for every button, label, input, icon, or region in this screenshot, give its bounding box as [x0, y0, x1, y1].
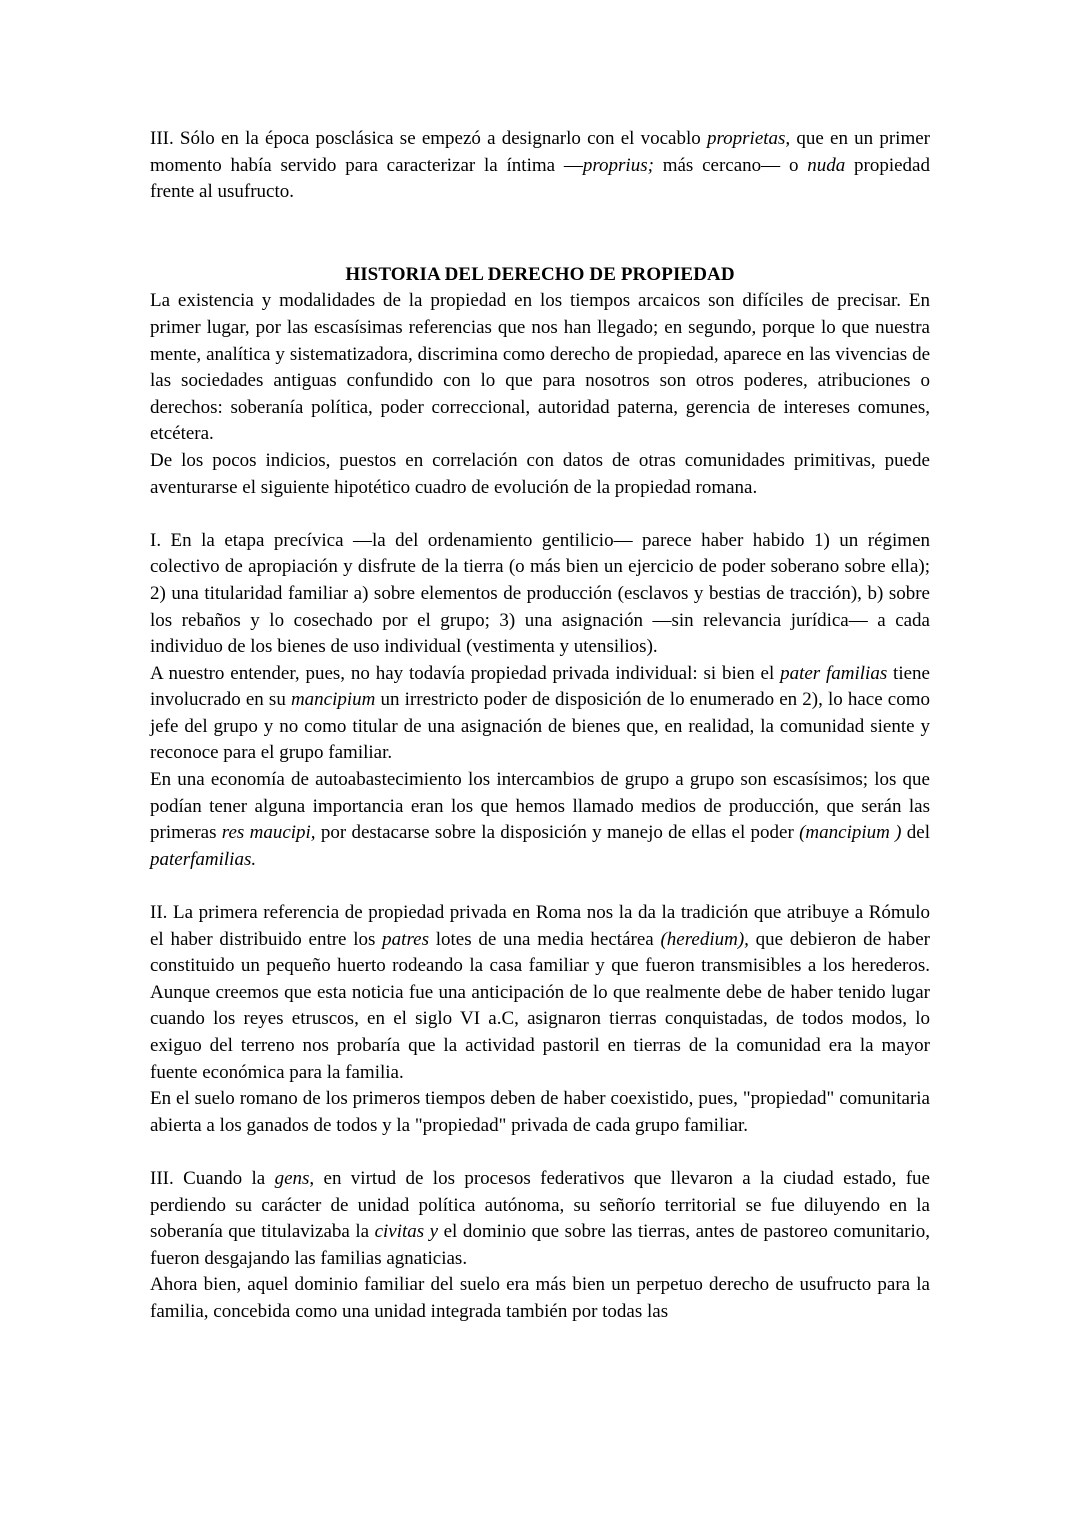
paragraph-section-iii-2 — [150, 1272, 930, 1325]
italic-run: gens — [274, 1167, 310, 1189]
text-run: un irrestricto poder de disposición de lo enumerado en 2), lo hace como jefe del grupo y no como titular de una asignación de bienes que, en realidad, la comunidad siente y reconoce para el grupo familiar. — [150, 689, 931, 764]
text-run: En el suelo romano de los primeros tiempos deben de haber coexistido, pues, "propiedad" comunitaria abierta a los ganados de todos y la "propiedad" privada de cada grupo familiar. — [150, 1088, 930, 1136]
paragraph-body-2 — [150, 448, 930, 501]
text-run: La existencia y modalidades de la propiedad en los tiempos arcaicos son difíciles de precisar. En primer lugar, por las escasísimas referencias que nos han llegado; en segundo, porque lo que nuestra mente, analítica y sistematizadora, discrimina como derecho de propiedad, aparece en las vivencias de las sociedades antiguas confundido con lo que para nosotros son otros poderes, atribuciones o derechos: soberanía política, poder correccional, autoridad paterna, gerencia de intereses comunes, etcétera. — [150, 290, 930, 445]
text-run: , en virtud de los procesos federativos que llevaron a la ciudad estado, fue perdiendo su carácter de unidad política autónoma, su señorío territorial se fue diluyendo en la soberanía que titulavizaba la — [150, 1167, 930, 1243]
paragraph-section-iii — [150, 1166, 930, 1272]
italic-run: (mancipium ) — [799, 822, 902, 844]
paragraph-section-ii-2 — [150, 1086, 930, 1139]
italic-run: proprietas, — [706, 128, 791, 149]
text-run: del — [901, 822, 930, 844]
italic-run: civitas y — [374, 1221, 439, 1243]
text-run: De los pocos indicios, puestos en correlación con datos de otras comunidades primitivas, puede aventurarse el siguiente hipotético cuadro de evolución de la propiedad romana. — [150, 449, 930, 498]
heading-block — [150, 262, 930, 289]
text-run: I. En la etapa precívica —la del ordenamiento gentilicio— parece haber habido 1) un régimen colectivo de apropiación y disfrute de la tierra (o más bien un ejercicio de poder soberano sobre ella); 2) una titularidad familiar a) sobre elementos de producción (esclavos y bestias de tracción), b) sobre los rebaños y lo cosechado por el grupo; 3) una asignación —sin relevancia jurídica— a cada individuo de los bienes de uso individual (vestimenta y utensilios). — [150, 529, 930, 658]
paragraph-section-i — [150, 528, 930, 661]
italic-run: (heredium), — [660, 928, 749, 950]
italic-run: res maucipi, — [221, 822, 316, 844]
italic-run: pater familias — [780, 662, 888, 684]
text-run: II. La primera referencia de propiedad privada en Roma nos la da la tradición que atribuye a Rómulo el haber distribuido entre los — [150, 902, 930, 950]
italic-run: mancipium — [290, 689, 376, 711]
italic-run: proprius; — [582, 154, 654, 176]
text-run: que debieron de haber constituido un pequeño huerto rodeando la casa familiar y que fueron transmisibles a los herederos. Aunque creemos que esta noticia fue una anticipación de lo que realmente debe de haber tenido lugar cuando los reyes etruscos, en el siglo VI a.C, asignaron tierras conquistadas, de todos modos, lo exiguo del terreno nos probaría que la actividad pastoril en tierras de la comunidad era la mayor fuente económica para la familia. — [150, 928, 930, 1083]
text-run: Ahora bien, aquel dominio familiar del suelo era más bien un perpetuo derecho de usufructo para la familia, concebida como una unidad integrada también por todas las — [150, 1274, 930, 1322]
text-column — [150, 126, 930, 1326]
text-run: III. Sólo en la época posclásica se empezó a designarlo con el vocablo — [150, 128, 707, 149]
text-run: lotes de una media hectárea — [428, 928, 661, 950]
italic-run: paterfamilias. — [150, 848, 257, 870]
text-run: En una economía de autoabastecimiento los intercambios de grupo a grupo son escasísimos; los que podían tener alguna importancia eran los que hemos llamado medios de producción, que serán las primeras — [150, 769, 930, 844]
page-title: HISTORIA DEL DERECHO DE PROPIEDAD — [345, 263, 735, 285]
text-run: por destacarse sobre la disposición y manejo de ellas el poder — [315, 822, 800, 844]
text-run: tiene involucrado en su — [150, 662, 930, 711]
text-run: el dominio que sobre las tierras, antes de pastoreo comunitario, fueron desgajando las familias agnaticias. — [150, 1221, 930, 1269]
paragraph-section-ii — [150, 900, 930, 1086]
text-run: que en un primer momento había servido para caracterizar la íntima — — [150, 128, 930, 176]
paragraph-intro-iii — [150, 126, 930, 206]
text-run: III. Cuando la — [150, 1167, 275, 1189]
text-run: más cercano— o — [653, 154, 808, 176]
paragraph-body-1 — [150, 288, 930, 448]
italic-run: patres — [382, 928, 429, 950]
text-run: propiedad frente al usufructo. — [150, 154, 930, 203]
paragraph-section-i-2 — [150, 661, 930, 767]
text-run: A nuestro entender, pues, no hay todavía propiedad privada individual: si bien el — [150, 662, 781, 684]
italic-run: nuda — [807, 154, 846, 176]
paragraph-section-i-3 — [150, 767, 930, 873]
